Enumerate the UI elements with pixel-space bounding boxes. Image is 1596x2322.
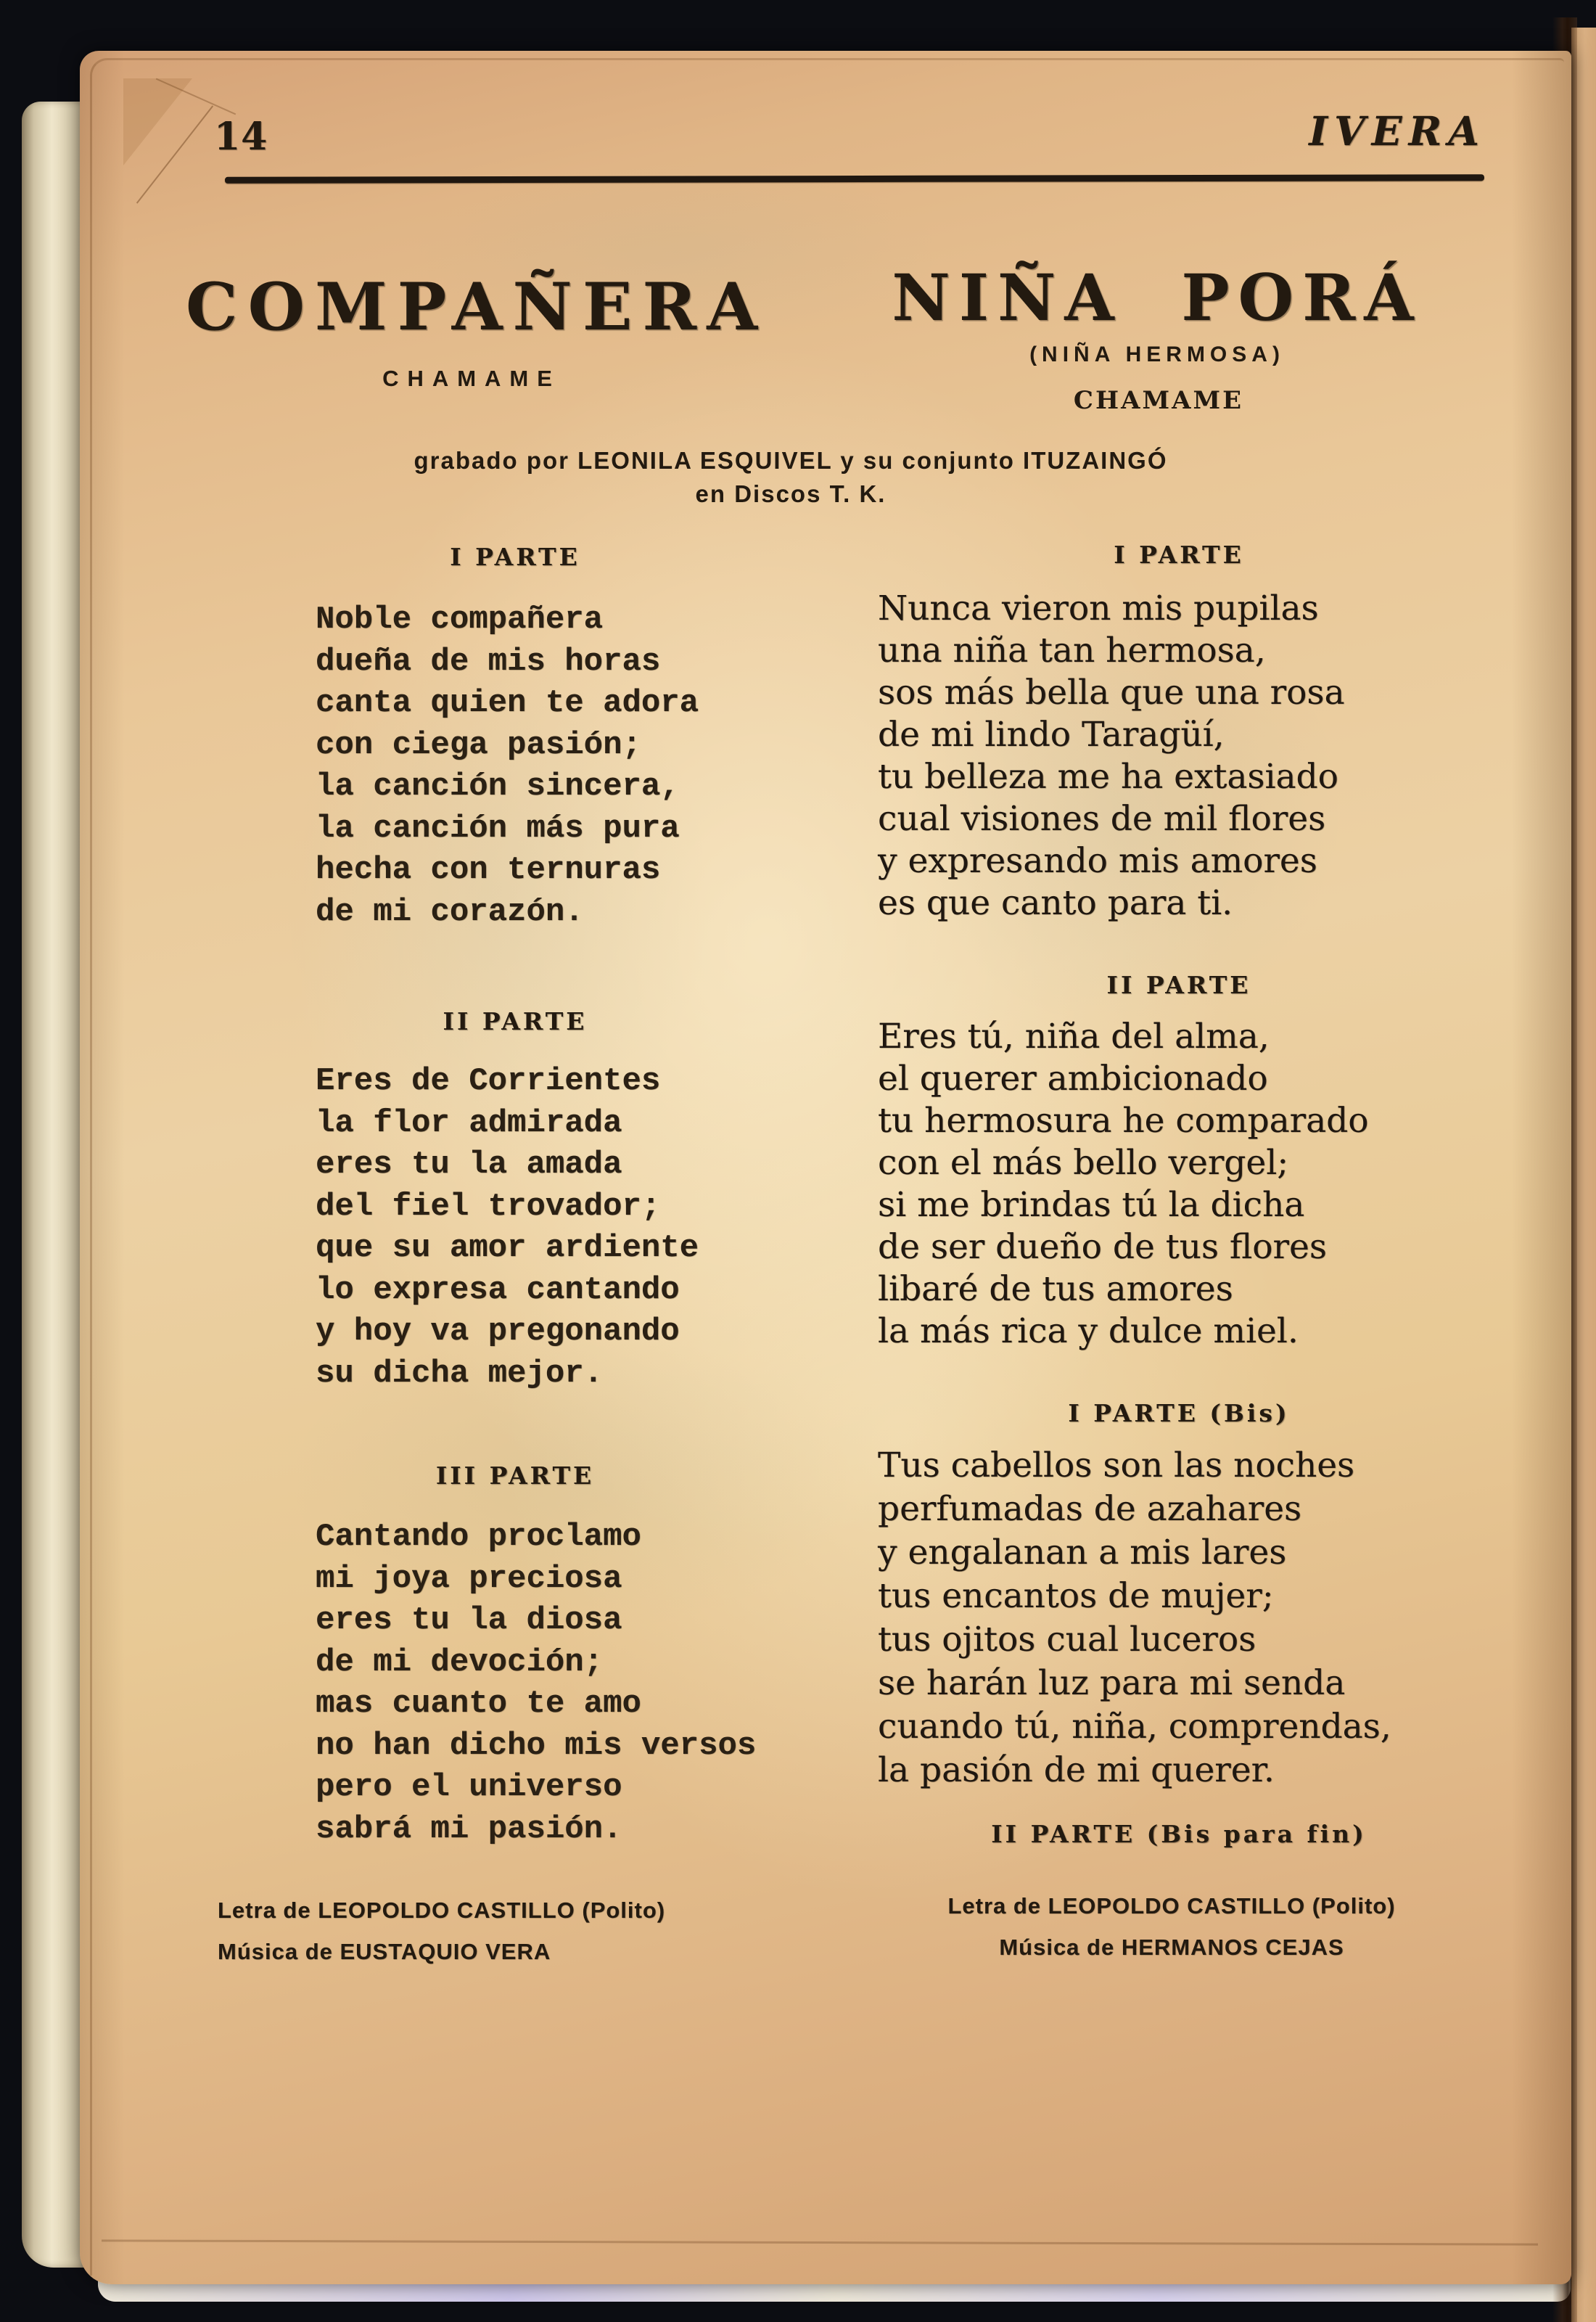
masthead-text: IVERA bbox=[1309, 107, 1486, 155]
verse-line: Eres tú, niña del alma, bbox=[878, 1017, 1270, 1057]
section-heading: III PARTE bbox=[435, 1461, 595, 1490]
verse-line: la canción más pura bbox=[316, 810, 680, 847]
verse-line: tus ojitos cual luceros bbox=[878, 1620, 1256, 1660]
verse-line: mi joya preciosa bbox=[316, 1560, 622, 1597]
verse-line: no han dicho mis versos bbox=[316, 1727, 757, 1764]
verse-line: tus encantos de mujer; bbox=[878, 1576, 1274, 1616]
verse-line: la pasión de mi querer. bbox=[878, 1750, 1275, 1790]
verse-line: mas cuanto te amo bbox=[316, 1686, 641, 1722]
verse-line: la más rica y dulce miel. bbox=[878, 1311, 1299, 1351]
verse-line: Noble compañera bbox=[316, 602, 604, 638]
verse-line: pero el universo bbox=[316, 1769, 622, 1805]
section-heading: I PARTE (Bis) bbox=[1068, 1399, 1290, 1427]
verse-line: de mi corazón. bbox=[316, 893, 584, 930]
genre-label-left: CHAMAME bbox=[382, 366, 561, 391]
bottom-crease-line bbox=[102, 2239, 1538, 2245]
verse-line: con el más bello vergel; bbox=[878, 1143, 1289, 1183]
verse-line: de mi devoción; bbox=[316, 1644, 604, 1681]
under-page-edges bbox=[22, 102, 89, 2268]
verse-line: dueña de mis horas bbox=[316, 643, 661, 680]
verse-block bbox=[316, 599, 699, 933]
verse-line: y hoy va pregonando bbox=[316, 1313, 680, 1350]
credits-left bbox=[218, 1890, 914, 1972]
verse-line: es que canto para ti. bbox=[878, 883, 1233, 923]
section-heading: I PARTE bbox=[1114, 541, 1244, 569]
verse-line: con ciega pasión; bbox=[316, 726, 641, 763]
recording-note-line2: en Discos T. K. bbox=[695, 480, 887, 507]
song-title-companera: COMPAÑERA bbox=[185, 268, 768, 345]
credits-right bbox=[845, 1885, 1498, 1968]
credit-musica: Música de HERMANOS CEJAS bbox=[999, 1935, 1344, 1960]
verse-line: el querer ambicionado bbox=[878, 1059, 1268, 1099]
verse-line: la canción sincera, bbox=[316, 768, 680, 805]
verse-line: una niña tan hermosa, bbox=[878, 631, 1266, 670]
credit-letra: Letra de LEOPOLDO CASTILLO (Polito) bbox=[947, 1893, 1396, 1919]
verse-block bbox=[878, 1016, 1369, 1353]
song-subtitle: (NIÑA HERMOSA) bbox=[1029, 342, 1285, 366]
verse-line: sabrá mi pasión. bbox=[316, 1810, 622, 1847]
header-rule bbox=[225, 174, 1484, 184]
verse-line: libaré de tus amores bbox=[878, 1269, 1233, 1309]
verse-line: del fiel trovador; bbox=[316, 1188, 661, 1225]
verse-line: tu belleza me ha extasiado bbox=[878, 757, 1338, 797]
genre-label-right: CHAMAME bbox=[1073, 386, 1244, 415]
verse-line: que su amor ardiente bbox=[316, 1230, 699, 1266]
verse-line: Nunca vieron mis pupilas bbox=[878, 588, 1319, 628]
songbook-page bbox=[80, 51, 1571, 2284]
verse-line: sos más bella que una rosa bbox=[878, 673, 1345, 713]
verse-line: Eres de Corrientes bbox=[316, 1063, 661, 1099]
verse-line: de ser dueño de tus flores bbox=[878, 1227, 1327, 1267]
verse-line: cuando tú, niña, comprendas, bbox=[878, 1707, 1391, 1747]
verse-block bbox=[316, 1061, 699, 1395]
corner-fold-crease bbox=[110, 67, 219, 190]
verse-line: de mi lindo Taragüí, bbox=[878, 715, 1225, 755]
verse-line: si me brindas tú la dicha bbox=[878, 1185, 1305, 1225]
verse-block bbox=[878, 588, 1345, 924]
credit-musica: Música de EUSTAQUIO VERA bbox=[218, 1939, 551, 1964]
section-heading: I PARTE bbox=[450, 543, 580, 571]
section-heading: II PARTE bbox=[443, 1007, 588, 1035]
verse-line: Tus cabellos son las noches bbox=[878, 1445, 1355, 1485]
page-number: 14 bbox=[214, 115, 268, 159]
verse-line: perfumadas de azahares bbox=[878, 1489, 1302, 1529]
verse-line: Cantando proclamo bbox=[316, 1519, 641, 1555]
verse-line: cual visiones de mil flores bbox=[878, 799, 1326, 839]
verse-line: su dicha mejor. bbox=[316, 1355, 604, 1392]
song-title-nina-pora: NIÑA PORÁ bbox=[892, 260, 1423, 335]
verse-block bbox=[316, 1517, 756, 1850]
verse-line: tu hermosura he comparado bbox=[878, 1101, 1369, 1141]
verse-block bbox=[878, 1444, 1391, 1792]
verse-line: la flor admirada bbox=[316, 1104, 622, 1141]
verse-line: y expresando mis amores bbox=[878, 841, 1317, 881]
verse-line: y engalanan a mis lares bbox=[878, 1533, 1287, 1572]
credit-letra: Letra de LEOPOLDO CASTILLO (Polito) bbox=[218, 1898, 666, 1923]
section-heading: II PARTE (Bis para fin) bbox=[991, 1820, 1367, 1848]
verse-line: se harán luz para mi senda bbox=[878, 1663, 1346, 1703]
verse-line: lo expresa cantando bbox=[316, 1271, 680, 1308]
recording-note-line1: grabado por LEONILA ESQUIVEL y su conjunto ITUZAINGÓ bbox=[414, 447, 1168, 474]
verse-line: hecha con ternuras bbox=[316, 852, 661, 888]
verse-line: eres tu la diosa bbox=[316, 1602, 622, 1638]
verse-line: eres tu la amada bbox=[316, 1146, 622, 1183]
recording-note bbox=[152, 444, 1429, 511]
section-heading: II PARTE bbox=[1106, 971, 1251, 999]
verse-line: canta quien te adora bbox=[316, 685, 699, 721]
